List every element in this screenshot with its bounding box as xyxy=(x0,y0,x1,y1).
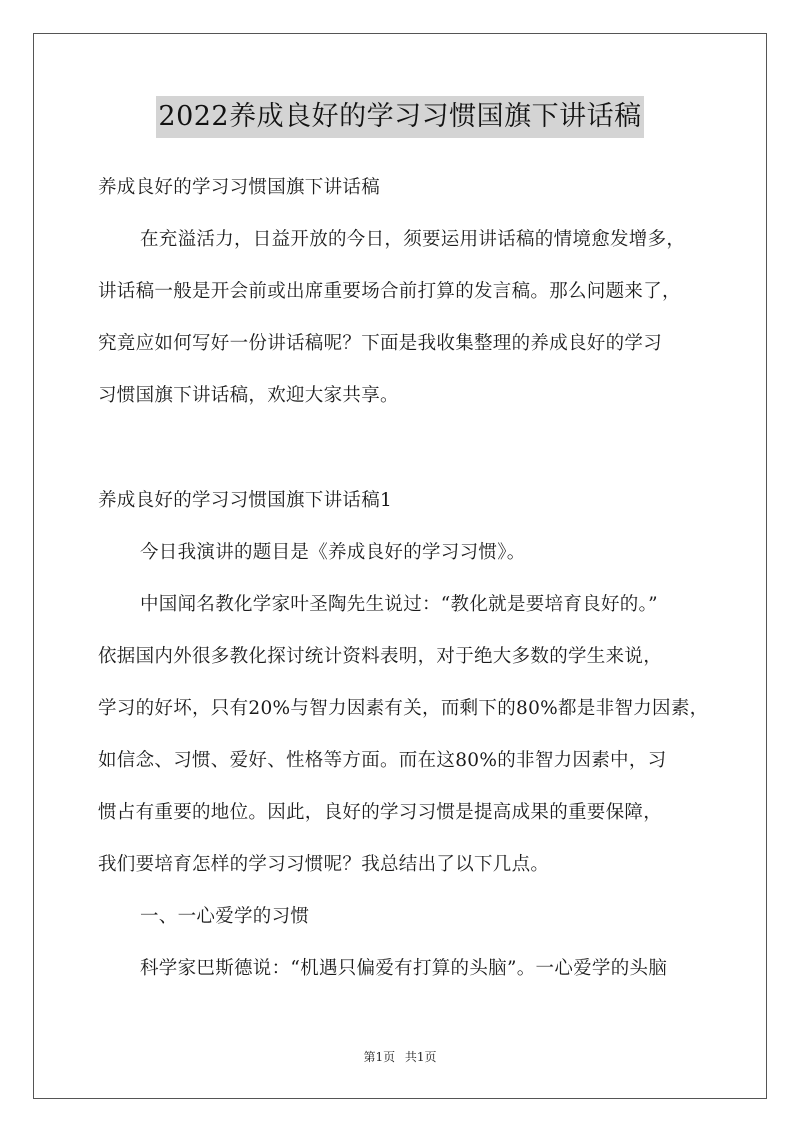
subtitle: 养成良好的学习习惯国旗下讲话稿 xyxy=(98,177,381,198)
title-container xyxy=(0,96,800,138)
intro-line-4: 习惯国旗下讲话稿，欢迎大家共享。 xyxy=(98,385,399,406)
body-line-6: 我们要培育怎样的学习习惯呢？我总结出了以下几点。 xyxy=(98,854,550,875)
page-total: 共1页 xyxy=(404,1050,437,1064)
section-heading: 养成良好的学习习惯国旗下讲话稿1 xyxy=(98,490,393,511)
last-line: 科学家巴斯德说：“机遇只偏爱有打算的头脑”。一心爱学的头脑 xyxy=(140,958,668,979)
body-line-3: 学习的好坏，只有20%与智力因素有关，而剩下的80%都是非智力因素， xyxy=(98,698,709,719)
body-line-1: 中国闻名教化学家叶圣陶先生说过：“教化就是要培育良好的。” xyxy=(140,594,658,615)
page-footer xyxy=(0,1048,800,1065)
intro-line-3: 究竟应如何写好一份讲话稿呢？下面是我收集整理的养成良好的学习 xyxy=(98,333,663,354)
document-title: 2022养成良好的学习习惯国旗下讲话稿 xyxy=(156,96,643,138)
body-line-5: 惯占有重要的地位。因此，良好的学习习惯是提高成果的重要保障， xyxy=(98,802,663,823)
intro-line-1: 在充溢活力，日益开放的今日，须要运用讲话稿的情境愈发增多， xyxy=(140,229,686,250)
speech-topic: 今日我演讲的题目是《养成良好的学习习惯》。 xyxy=(140,542,526,563)
body-line-2: 依据国内外很多教化探讨统计资料表明，对于绝大多数的学生来说， xyxy=(98,646,663,667)
point-heading: 一、一心爱学的习惯 xyxy=(140,906,310,927)
intro-line-2: 讲话稿一般是开会前或出席重要场合前打算的发言稿。那么问题来了， xyxy=(98,281,681,302)
body-line-4: 如信念、习惯、爱好、性格等方面。而在这80%的非智力因素中，习 xyxy=(98,750,667,771)
page-number: 第1页 xyxy=(363,1050,396,1064)
